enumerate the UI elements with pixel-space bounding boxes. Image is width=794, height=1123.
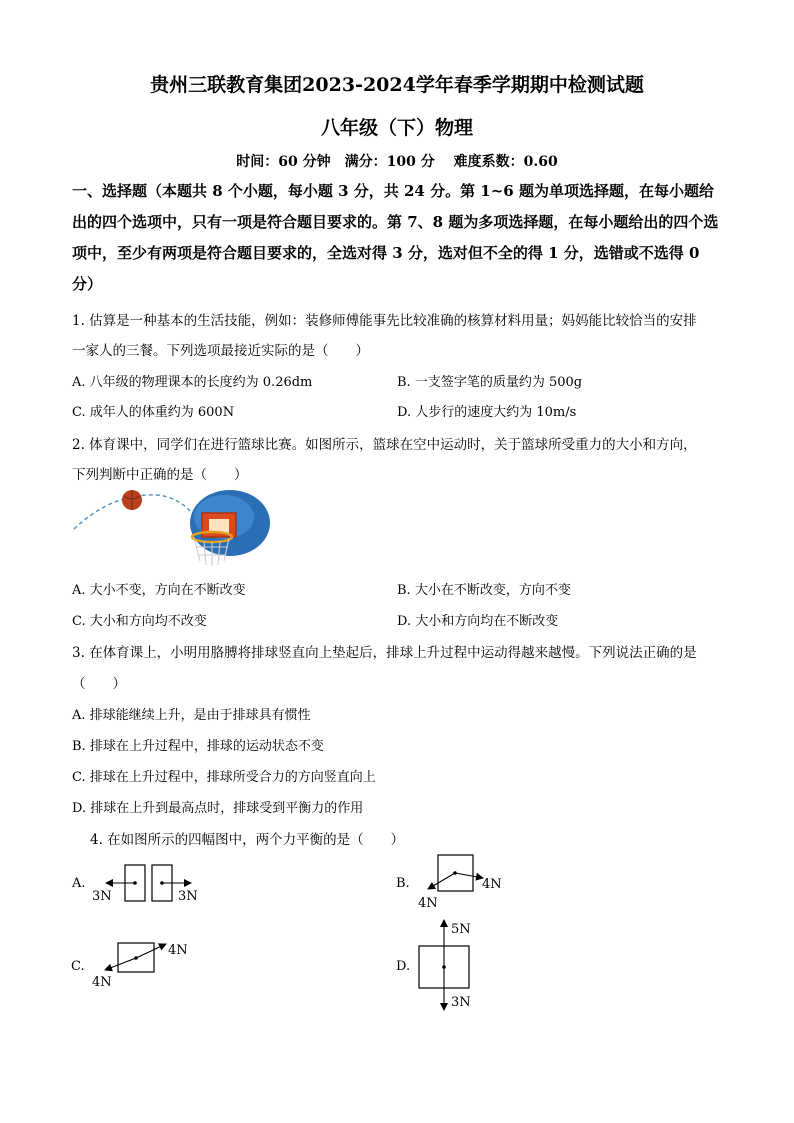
q1-option-d: D. 人步行的速度大约为 10m/s [397, 405, 577, 420]
figure-c-force-1: 4N [168, 943, 188, 958]
exam-meta: 时间：60 分钟 满分：100 分 难度系数：0.60 [236, 154, 558, 170]
q4-stem: 4. 在如图所示的四幅图中，两个力平衡的是（ ） [90, 832, 405, 848]
figure-d-down-force: 3N [451, 995, 471, 1010]
q4-figure-d [393, 916, 503, 1016]
figure-c-force-2: 4N [92, 975, 112, 990]
figure-c-label: C. [71, 959, 85, 974]
q2-option-b: B. 大小在不断改变，方向不变 [397, 583, 571, 598]
q3-option-a: A. 排球能继续上升，是由于排球具有惯性 [72, 708, 311, 723]
figure-d-label: D. [396, 959, 411, 974]
q4-figure-c [68, 936, 208, 994]
exam-subtitle: 八年级（下）物理 [320, 117, 473, 139]
figure-b-label: B. [396, 876, 410, 891]
q2-option-d: D. 大小和方向均在不断改变 [397, 614, 559, 629]
q2-stem-line2: 下列判断中正确的是（ ） [72, 467, 248, 483]
q4-figure-b [393, 850, 518, 914]
q3-stem-line2: （ ） [72, 676, 126, 692]
figure-b-force-2: 4N [418, 896, 438, 911]
q1-option-a: A. 八年级的物理课本的长度约为 0.26dm [72, 375, 313, 390]
q3-option-b: B. 排球在上升过程中，排球的运动状态不变 [72, 739, 324, 754]
section-instructions: 一、选择题（本题共 8 个小题，每小题 3 分，共 24 分。第 1~6 题为单项选择题，在每小题给出的四个选项中，只有一项是符合题目要求的。第 7、8 题为多项选择题，在每小题给出的四个选项中，至少有两项是符合题目要求的，全选对得 3 分，选对但不全的得 1 分，选错或不选得 0 分） [72, 182, 719, 293]
figure-d-up-force: 5N [451, 922, 471, 937]
q2-option-a: A. 大小不变，方向在不断改变 [72, 583, 246, 598]
q3-stem-line1: 3. 在体育课上，小明用胳膊将排球竖直向上垫起后，排球上升过程中运动得越来越慢。下列说法正确的是 [72, 645, 697, 661]
figure-a-label: A. [72, 876, 86, 891]
figure-a-right-force: 3N [178, 889, 198, 904]
figure-b-force-1: 4N [482, 877, 502, 892]
q1-stem-line1: 1. 估算是一种基本的生活技能，例如：装修师傅能事先比较准确的核算材料用量；妈妈能比较恰当的安排 [72, 313, 697, 329]
q3-option-c: C. 排球在上升过程中，排球所受合力的方向竖直向上 [72, 770, 376, 785]
basketball-figure [72, 485, 277, 573]
q1-option-b: B. 一支签字笔的质量约为 500g [397, 375, 583, 390]
q4-figure-a [68, 855, 218, 911]
q1-stem-line2: 一家人的三餐。下列选项最接近实际的是（ ） [72, 343, 369, 359]
q2-option-c: C. 大小和方向均不改变 [72, 614, 207, 629]
exam-title: 贵州三联教育集团2023-2024学年春季学期期中检测试题 [150, 74, 644, 96]
q3-option-d: D. 排球在上升到最高点时，排球受到平衡力的作用 [72, 801, 364, 816]
figure-a-left-force: 3N [92, 889, 112, 904]
q1-option-c: C. 成年人的体重约为 600N [72, 405, 235, 420]
q2-stem-line1: 2. 体育课中，同学们在进行篮球比赛。如图所示，篮球在空中运动时，关于篮球所受重力的大小和方向， [72, 437, 697, 453]
